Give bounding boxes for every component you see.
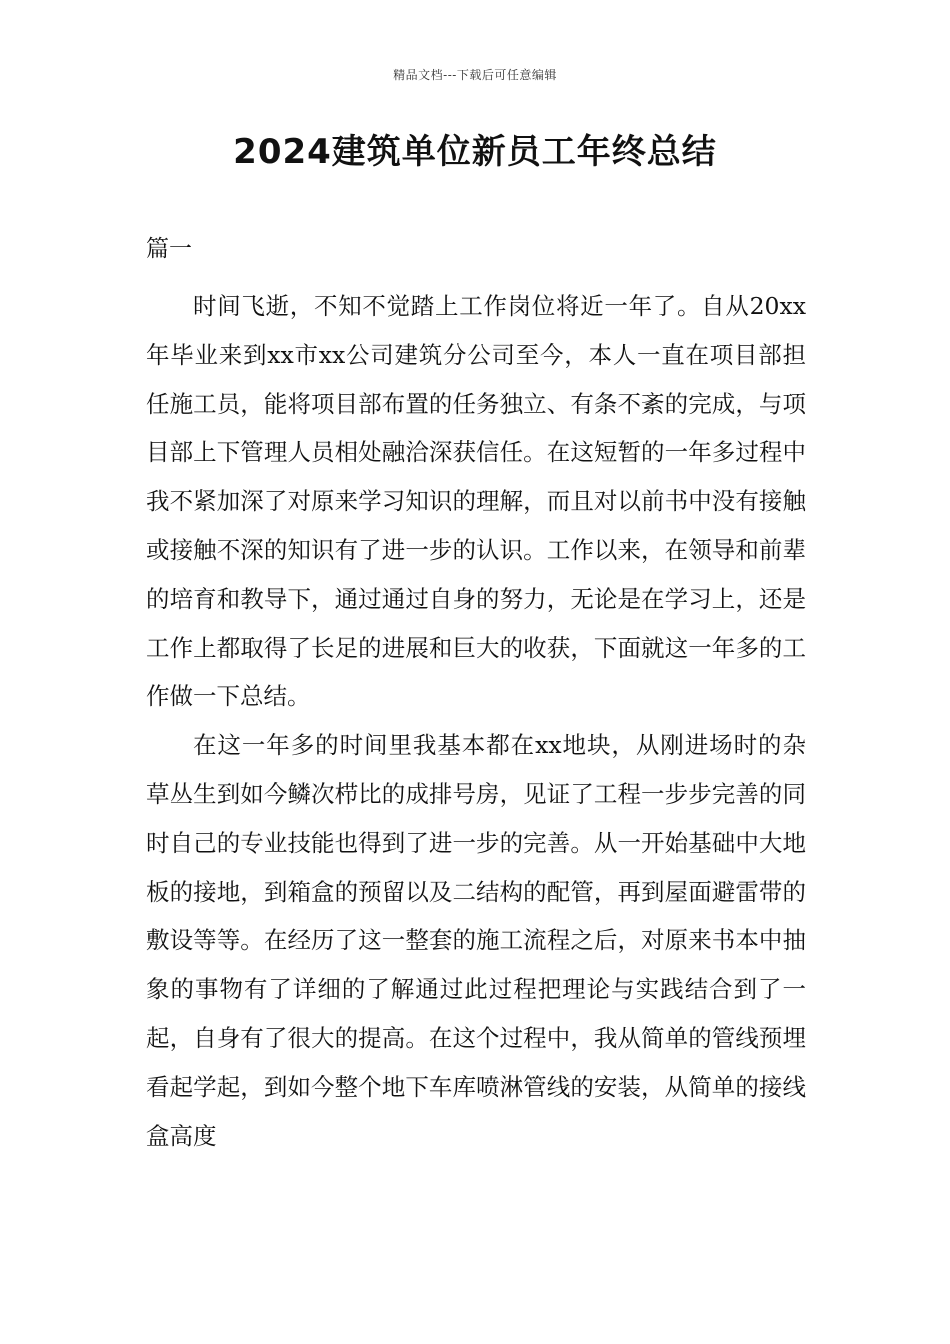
paragraph-1: 时间飞逝，不知不觉踏上工作岗位将近一年了。自从20xx年毕业来到xx市xx公司建筑分公司至今，本人一直在项目部担任施工员，能将项目部布置的任务独立、有条不紊的完成，与项目部上下管理人员相处融洽深获信任。在这短暂的一年多过程中我不紧加深了对原来学习知识的理解，而且对以前书中没有接触或接触不深的知识有了进一步的认识。工作以来，在领导和前辈的培育和教导下，通过通过自身的努力，无论是在学习上，还是工作上都取得了长足的进展和巨大的收获，下面就这一年多的工作做一下总结。 — [146, 292, 806, 711]
document-title: 2024建筑单位新员工年终总结 — [233, 132, 717, 172]
paragraph-2: 在这一年多的时间里我基本都在xx地块，从刚进场时的杂草丛生到如今鳞次栉比的成排号房，见证了工程一步步完善的同时自己的专业技能也得到了进一步的完善。从一开始基础中大地板的接地，到箱盒的预留以及二结构的配管，再到屋面避雷带的敷设等等。在经历了这一整套的施工流程之后，对原来书本中抽象的事物有了详细的了解通过此过程把理论与实践结合到了一起，自身有了很大的提高。在这个过程中，我从简单的管线预埋看起学起，到如今整个地下车库喷淋管线的安装，从简单的接线盒高度 — [146, 731, 806, 1150]
document-header-note: 精品文档---下载后可任意编辑 — [393, 68, 557, 82]
document-body — [146, 282, 806, 1160]
section-label: 篇一 — [146, 236, 192, 262]
